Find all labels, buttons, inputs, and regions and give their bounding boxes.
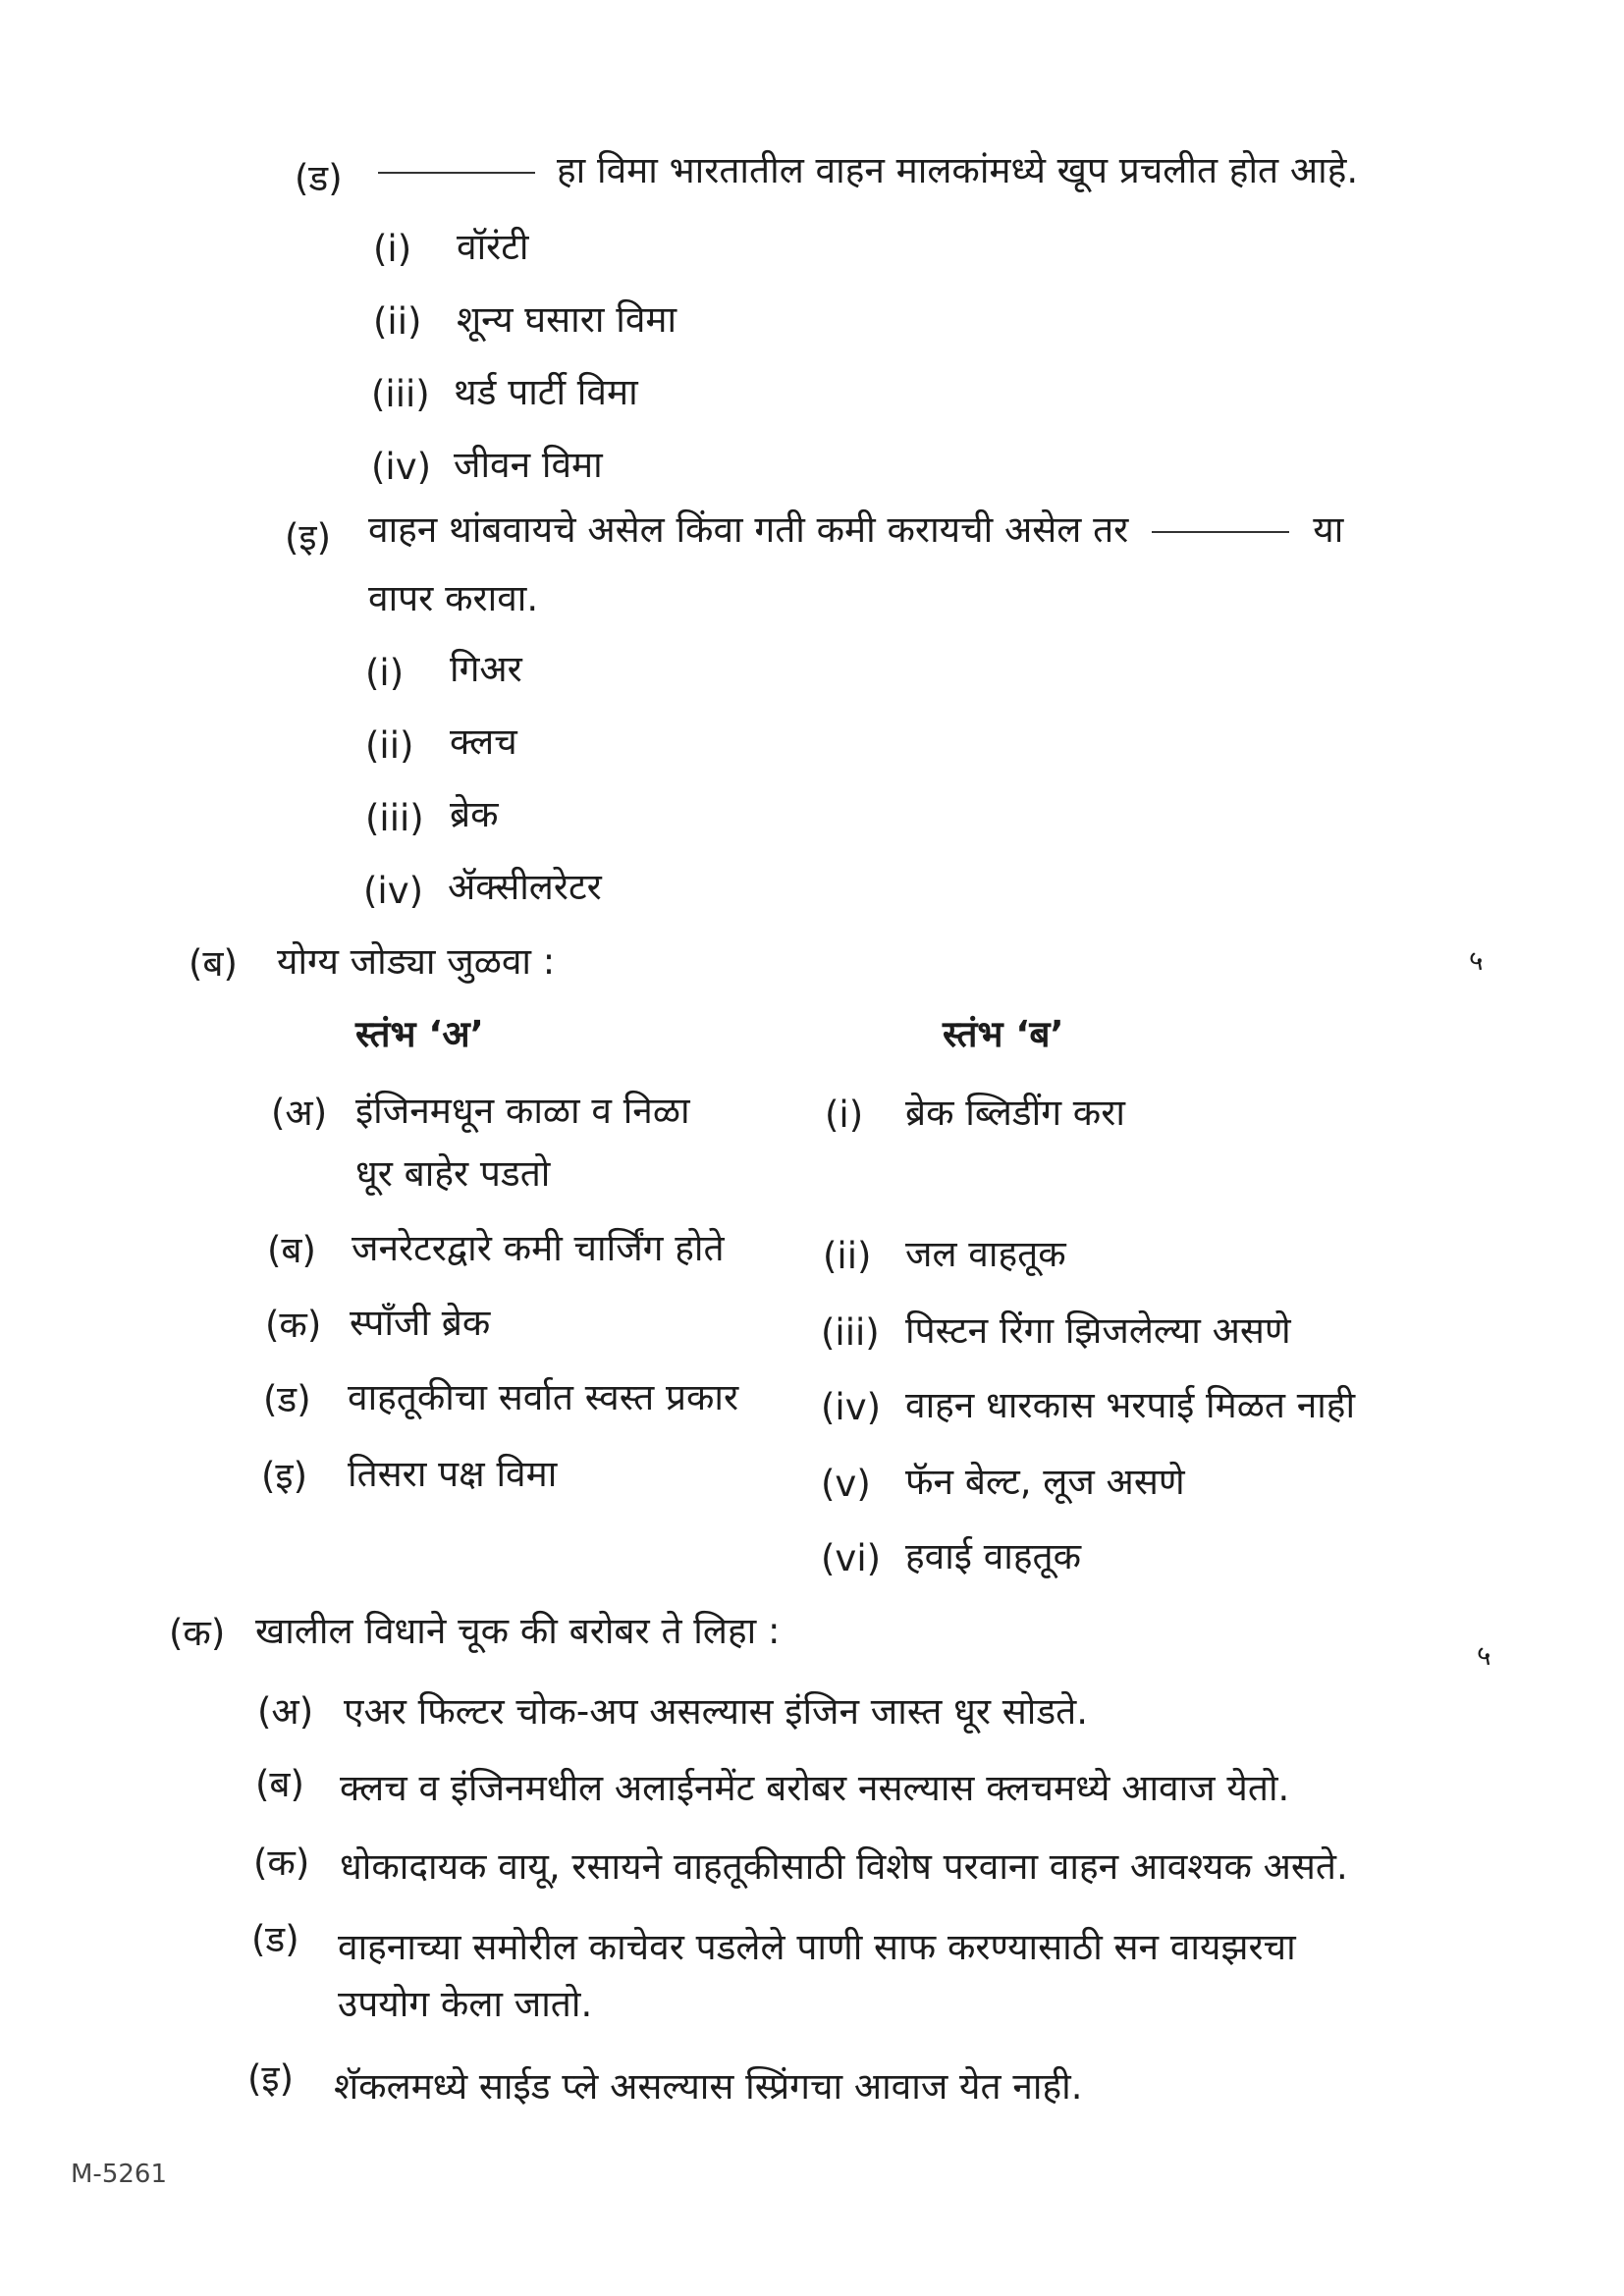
page-code: M-5261 (71, 2160, 167, 2189)
column-b-num: (iv) (821, 1386, 882, 1428)
answer-blank (1152, 530, 1289, 533)
column-a-text: धूर बाहेर पडतो (355, 1152, 551, 1195)
question-e-option-text: गिअर (450, 648, 522, 690)
section-c-marks: ५ (1477, 1639, 1491, 1672)
column-b-num: (i) (825, 1094, 864, 1136)
question-e-label: (इ) (285, 516, 332, 559)
statement-num: (ब) (255, 1763, 304, 1805)
statement-num: (ड) (251, 1918, 299, 1960)
column-a-text: जनरेटरद्वारे कमी चार्जिंग होते (352, 1227, 725, 1269)
question-e-option-num: (i) (365, 652, 405, 694)
question-d-stem (378, 149, 1358, 192)
statement-text: उपयोग केला जातो. (338, 1983, 593, 2025)
question-d-option-num: (iv) (371, 446, 432, 488)
column-a-header: स्तंभ ‘अ’ (355, 1013, 484, 1055)
question-e-option-text: ॲक्सीलरेटर (448, 866, 602, 908)
column-a-num: (अ) (271, 1092, 328, 1134)
question-d-option-text: शून्य घसारा विमा (457, 298, 677, 341)
column-a-text: वाहतूकीचा सर्वात स्वस्त प्रकार (348, 1376, 739, 1418)
column-b-num: (v) (821, 1463, 871, 1505)
statement-num: (क) (253, 1842, 310, 1884)
column-a-num: (ब) (267, 1229, 316, 1271)
question-e-text-before: वाहन थांबवायचे असेल किंवा गती कमी करायची असेल तर (368, 508, 1129, 551)
column-b-text: जल वाहतूक (905, 1233, 1066, 1275)
column-a-num: (क) (265, 1304, 322, 1346)
question-e-text-line2: वापर करावा. (368, 577, 539, 619)
question-e-option-num: (ii) (365, 724, 414, 767)
column-a-text: इंजिनमधून काळा व निळा (355, 1090, 690, 1132)
question-d-option-num: (iii) (371, 373, 430, 415)
column-b-num: (iii) (821, 1311, 880, 1354)
column-b-num: (vi) (821, 1537, 882, 1579)
question-d-option-num: (i) (373, 228, 412, 270)
column-b-text: पिस्टन रिंगा झिजलेल्या असणे (905, 1309, 1291, 1352)
section-c-label: (क) (169, 1612, 226, 1654)
question-e-option-text: ब्रेक (450, 793, 499, 835)
section-b-title: योग्य जोड्या जुळवा : (277, 940, 556, 983)
question-e-option-text: क्लच (450, 721, 517, 763)
section-c-title: खालील विधाने चूक की बरोबर ते लिहा : (255, 1610, 781, 1652)
column-a-num: (ड) (263, 1378, 311, 1420)
statement-num: (इ) (247, 2057, 295, 2100)
section-b-marks: ५ (1469, 944, 1484, 977)
statement-text: वाहनाच्या समोरील काचेवर पडलेले पाणी साफ करण्यासाठी सन वायझरचा (338, 1926, 1296, 1968)
question-d-text: हा विमा भारतातील वाहन मालकांमध्ये खूप प्रचलीत होत आहे. (557, 149, 1359, 191)
column-b-text: वाहन धारकास भरपाई मिळत नाही (905, 1384, 1356, 1426)
question-d-option-num: (ii) (373, 300, 422, 343)
answer-blank (378, 171, 535, 174)
section-b-label: (ब) (189, 942, 238, 985)
statement-text: धोकादायक वायू, रसायने वाहतूकीसाठी विशेष परवाना वाहन आवश्यक असते. (340, 1845, 1348, 1888)
statement-num: (अ) (257, 1690, 314, 1733)
column-b-text: ब्रेक ब्लिडींग करा (905, 1092, 1125, 1134)
question-e-text-after: या (1313, 508, 1344, 551)
question-d-option-text: थर्ड पार्टी विमा (454, 371, 638, 413)
question-e-stem (368, 508, 1343, 552)
column-b-text: फॅन बेल्ट, लूज असणे (905, 1461, 1185, 1503)
column-b-num: (ii) (823, 1235, 872, 1277)
statement-text: एअर फिल्टर चोक-अप असल्यास इंजिन जास्त धूर सोडते. (344, 1690, 1088, 1733)
statement-text: क्लच व इंजिनमधील अलाईनमेंट बरोबर नसल्यास क्लचमध्ये आवाज येतो. (340, 1767, 1290, 1809)
question-d-option-text: वॉरंटी (457, 226, 529, 268)
column-a-num: (इ) (261, 1455, 308, 1497)
column-b-text: हवाई वाहतूक (905, 1535, 1082, 1577)
column-b-header: स्तंभ ‘ब’ (943, 1013, 1064, 1055)
column-a-text: तिसरा पक्ष विमा (348, 1453, 558, 1495)
question-d-option-text: जीवन विमा (454, 444, 603, 486)
column-a-text: स्पाँजी ब्रेक (350, 1302, 491, 1344)
question-e-option-num: (iii) (365, 797, 424, 839)
question-d-label: (ड) (295, 157, 343, 199)
statement-text: शॅकलमध्ये साईड प्ले असल्यास स्प्रिंगचा आवाज येत नाही. (334, 2065, 1083, 2108)
question-e-option-num: (iv) (363, 870, 424, 912)
